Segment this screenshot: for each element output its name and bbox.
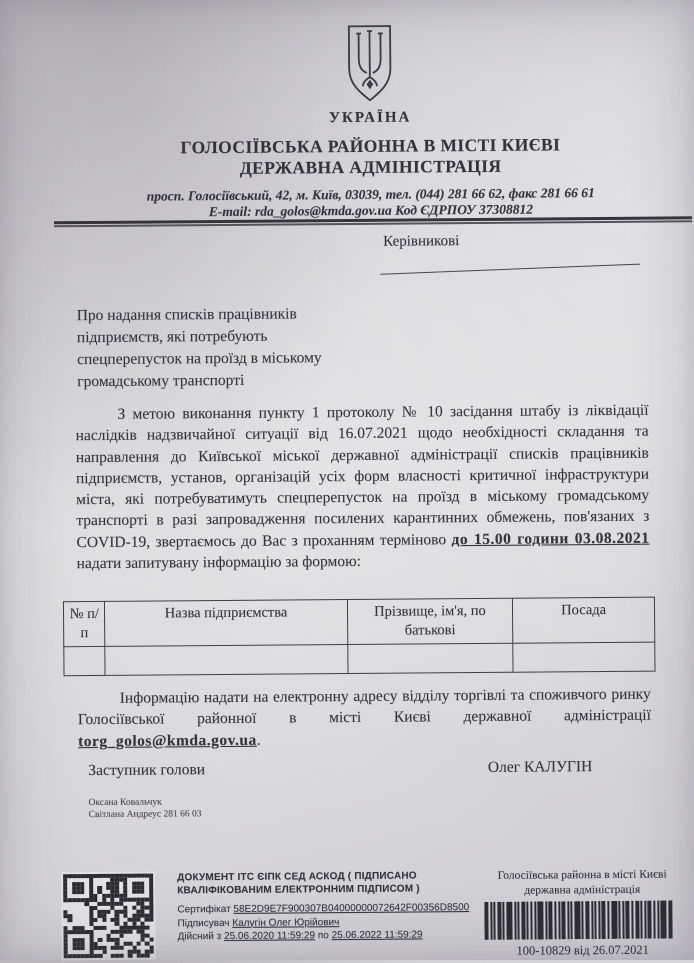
body-paragraph-1: [75, 400, 649, 575]
p2-text: Інформацію надати на електронну адресу відділу торгівлі та споживчого ринку Голосіївської районної в місті Києві державної адміністрації: [77, 685, 651, 729]
subject-block: Про надання списків працівників підприємств, які потребують спецперепусток на проїзд в міському громадському транспорті: [76, 305, 322, 391]
org-address: просп. Голосіївський, 42, м. Київ, 03039, тел. (044) 281 66 62, факс 281 66 61: [146, 185, 595, 204]
valid-to: 25.06.2022 11:59:29: [331, 929, 423, 942]
table-row: [64, 642, 655, 676]
digital-signature-stamp: [177, 869, 470, 944]
ukraine-trident-emblem: [338, 24, 401, 104]
p1-text: З метою виконання пункту 1 протоколу № 10 засідання штабу із ліквідації наслідків надзвичайної ситуації від 16.07.2021 щодо необхідності складання та направлення до Київської міської державної адміністрації списків працівників підприємств, установ, організацій усіх форм власності критичної інфраструктури міста, які потребуватимуть спецперепусток на проїзд в міському громадському транспорті в разі запровадження посилених карантинних обмежень, пов'язаних з COVID-19, звертаємось до Вас з проханням терміново: [75, 401, 650, 551]
stamp-title-line1: ДОКУМЕНТ ІТС ЄІПК СЕД АСКОД ( ПІДПИСАНО: [177, 870, 417, 884]
body-paragraph-2: [78, 684, 651, 752]
org-email-edrpou: E-mail: rda_golos@kmda.gov.ua Код ЄДРПОУ 37308812: [208, 201, 533, 220]
barcode: [484, 900, 680, 940]
col-header-fullname: Прізвище, ім'я, по батькові: [347, 598, 513, 644]
registration-block: [471, 867, 694, 959]
footer: [61, 867, 694, 962]
col-header-company: Назва підприємства: [105, 600, 348, 647]
p2-text-after: .: [256, 731, 261, 749]
valid-label: Дійсний з: [177, 930, 225, 943]
employee-form-table: [63, 597, 656, 677]
org-name-line2: ДЕРЖАВНА АДМІНІСТРАЦІЯ: [239, 155, 502, 178]
signer-label: Підписувач: [177, 917, 233, 929]
valid-separator: по: [314, 930, 332, 942]
table-header-row: [63, 597, 654, 647]
form-table-wrap: [63, 597, 656, 677]
executor-2: Світлана Андреус 281 66 03: [88, 809, 202, 821]
cell-position: [513, 642, 655, 672]
col-header-position: Посада: [513, 597, 655, 643]
letterhead: [56, 15, 684, 221]
certificate-value: 58E2D9E7F900307B04000000072642F00356D8500: [233, 902, 470, 915]
col-header-num: № п/п: [63, 601, 105, 646]
signer-name: Олег КАЛУГІН: [487, 758, 593, 776]
registration-org-name: Голосіївська районна в місті Києві державна адміністрація: [497, 868, 667, 897]
registration-number: 100-10829 від 26.07.2021: [516, 942, 649, 958]
valid-from: 25.06.2020 11:59:29: [223, 930, 316, 942]
recipient-underline: [380, 264, 640, 275]
certificate-label: Сертифікат: [177, 903, 234, 916]
stamp-title-line2: КВАЛІФІКОВАНИМ ЕЛЕКТРОННИМ ПІДПИСОМ ): [177, 883, 420, 897]
cell-num: [64, 646, 106, 675]
p1-text-after: надати запитувану інформацію за формою:: [76, 552, 362, 573]
cell-company: [105, 645, 348, 676]
org-name-line1: ГОЛОСІЇВСЬКА РАЙОННА В МІСТІ КИЄВІ: [180, 134, 561, 158]
country-name: УКРАЇНА: [328, 109, 412, 127]
signer-position: Заступник голови: [88, 761, 206, 780]
recipient-label: Керівникові: [383, 233, 460, 250]
qr-code: [61, 872, 156, 961]
signer-value: Калугін Олег Юрійович: [232, 916, 340, 929]
signature-row: [88, 758, 592, 780]
deadline-text: до 15.00 години 03.08.2021: [451, 529, 650, 548]
executor-1: Оксана Ковальчук: [88, 797, 162, 809]
cell-fullname: [347, 643, 513, 673]
validity-line: [178, 928, 470, 944]
contact-email: torg_golos@kmda.gov.ua: [77, 731, 257, 750]
executors-block: [88, 796, 201, 821]
certificate-line: [177, 901, 469, 917]
